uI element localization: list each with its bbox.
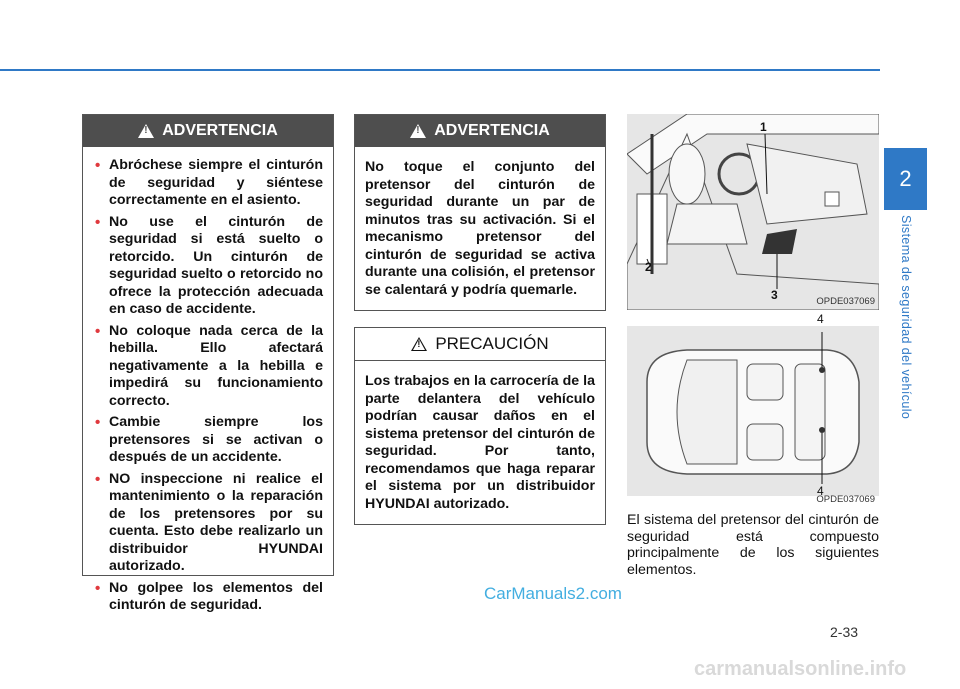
chapter-title: Sistema de seguridad del vehículo <box>899 215 913 420</box>
warning-heading-middle <box>355 115 605 147</box>
list-item: • No golpee los elementos del cinturón de seguridad. <box>93 580 323 615</box>
warning-text: No toque el conjunto del pretensor del cinturón de seguridad durante un par de minutos tras su activación. Si el mecanismo pretensor del cinturón de seguridad se activa durante una colisión, el pretensor se calentará y podría quemarle. <box>365 159 595 298</box>
figure-interior <box>627 114 879 310</box>
caution-box <box>354 327 606 525</box>
page-number: 2-33 <box>830 624 859 640</box>
warning-heading-text: ADVERTENCIA <box>162 122 278 139</box>
interior-illustration <box>627 114 879 310</box>
list-item: • Cambie siempre los pretensores si se activan o después de un accidente. <box>93 414 323 467</box>
list-item: • Abróchese siempre el cinturón de seguridad y siéntese correctamente en el asiento. <box>93 157 323 210</box>
caution-text: Los trabajos en la carrocería de la parte delantera del vehículo podrían causar daños en el sistema pretensor del cinturón de seguridad. Por tanto, recomendamos que haga reparar el sistema por un distribuidor HYUNDAI autorizado. <box>365 373 595 512</box>
topview-illustration <box>627 312 879 508</box>
figure-code: OPDE037069 <box>816 494 875 505</box>
watermark-site: CarManuals2.com <box>484 584 622 603</box>
warning-box-left <box>82 114 334 613</box>
caution-heading-text: PRECAUCIÓN <box>435 334 549 353</box>
warning-triangle-icon <box>410 124 426 138</box>
chapter-tab <box>884 148 927 210</box>
list-item: • No use el cinturón de seguridad si está suelto o retorcido. Un cinturón de seguridad suelto o retorcido no ofrece la protección adecuada en caso de accidente. <box>93 214 323 319</box>
callout-label: 4 <box>817 312 824 326</box>
caution-heading <box>355 328 605 361</box>
list-item: • No coloque nada cerca de la hebilla. Ello afectará negativamente a la hebilla e impedirá su funcionamiento correcto. <box>93 323 323 411</box>
callout-label: 2 <box>645 260 652 274</box>
figure-topview <box>627 312 879 508</box>
header-rule <box>0 69 880 71</box>
warning-triangle-icon <box>138 124 154 138</box>
callout-label: 4 <box>817 484 824 498</box>
figure-caption: El sistema del pretensor del cinturón de seguridad está compuesto principalmente de los siguientes elementos. <box>627 512 879 578</box>
watermark-footer: carmanualsonline.info <box>694 658 907 680</box>
figure-code: OPDE037069 <box>816 296 875 307</box>
chapter-number: 2 <box>899 166 912 191</box>
callout-label: 1 <box>760 120 767 134</box>
caution-triangle-icon <box>411 337 427 351</box>
callout-label: 3 <box>771 288 778 302</box>
list-item: • NO inspeccione ni realice el mantenimiento o la reparación de los pretensores por su cuenta. Esto debe realizarlo un distribuidor HYUNDAI autorizado. <box>93 471 323 576</box>
warning-list <box>83 147 333 629</box>
warning-heading-left <box>83 115 333 147</box>
warning-box-middle <box>354 114 606 311</box>
warning-heading-text: ADVERTENCIA <box>434 122 550 139</box>
